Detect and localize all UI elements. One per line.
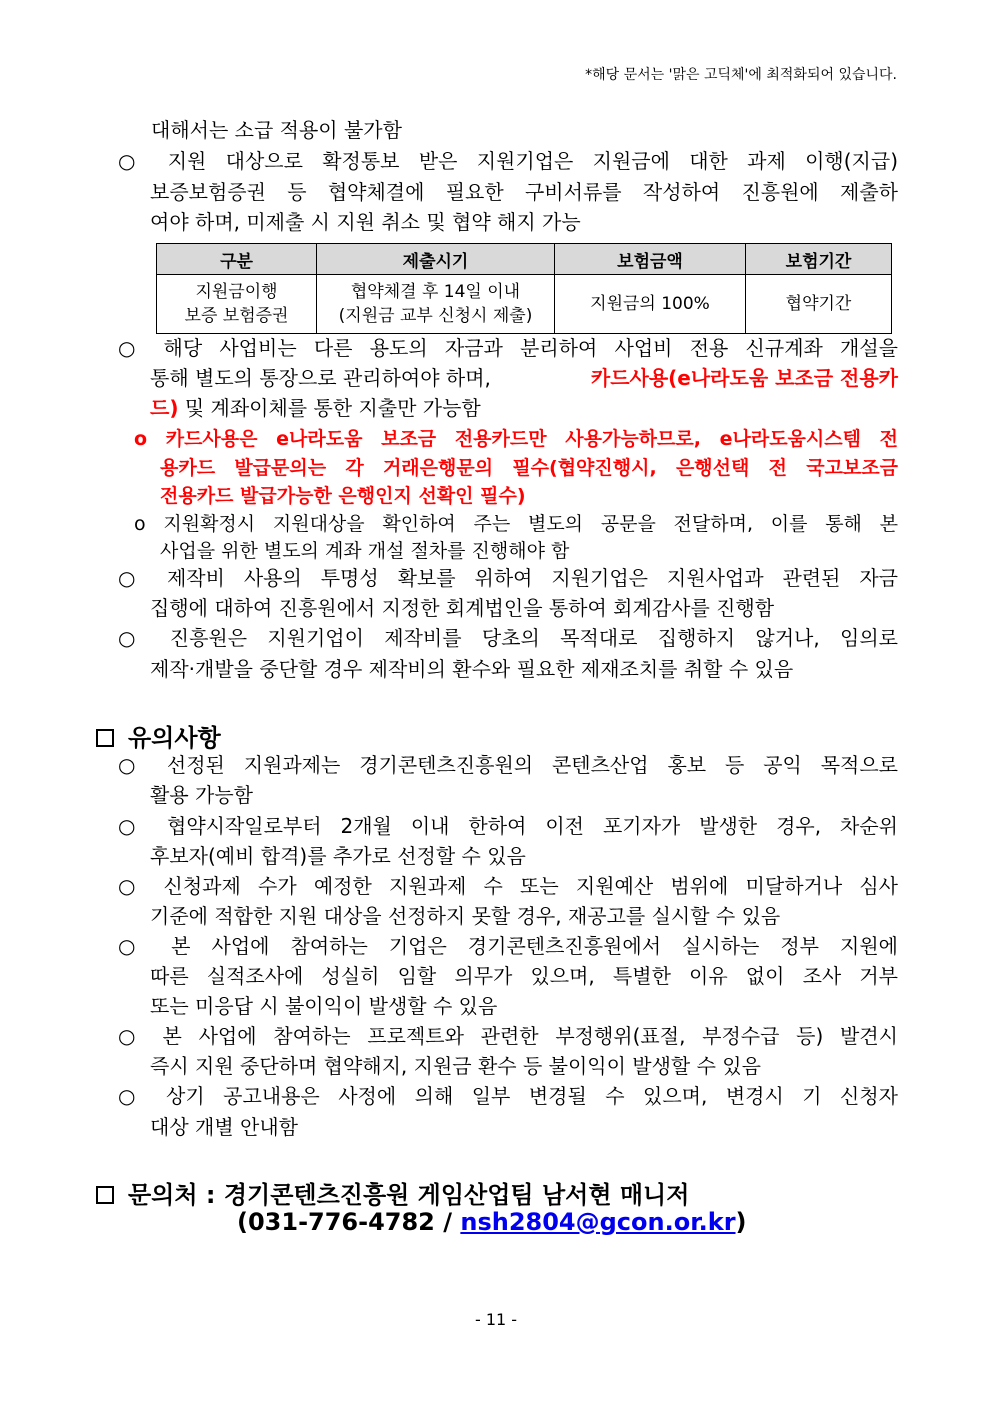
paragraph-line: ○ 해당 사업비는 다른 용도의 자금과 분리하여 사업비 전용 신규계좌 개설을 (118, 336, 898, 360)
table-row (157, 275, 892, 334)
paragraph-line: 즉시 지원 중단하며 협약해지, 지원금 환수 등 불이익이 발생할 수 있음 (150, 1054, 761, 1078)
table-header: 보험금액 (555, 244, 746, 275)
text: 및 계좌이체를 통한 지출만 가능함 (178, 396, 481, 420)
sub-bullet-line: 전용카드 발급가능한 은행인지 선확인 필수) (160, 485, 526, 507)
header-note: *해당 문서는 '맑은 고딕체'에 최적화되어 있습니다. (585, 67, 897, 83)
contact-phone: (031-776-4782 / (237, 1208, 461, 1236)
table-header: 제출시기 (317, 244, 555, 275)
contact-heading: 문의처 : 경기콘텐츠진흥원 게임산업팀 남서현 매니저 (96, 1175, 689, 1210)
sub-bullet-line: o 지원확정시 지원대상을 확인하여 주는 별도의 공문을 전달하며, 이를 통해 본 (134, 513, 898, 535)
checkbox-square-icon (96, 729, 114, 747)
paragraph-line: 또는 미응답 시 불이익이 발생할 수 있음 (150, 994, 498, 1018)
paragraph-line: ○ 선정된 지원과제는 경기콘텐츠진흥원의 콘텐츠산업 홍보 등 공익 목적으로 (118, 753, 898, 777)
paragraph-line: 대상 개별 안내함 (150, 1115, 298, 1139)
contact-details (237, 1208, 747, 1236)
sub-bullet-line: 사업을 위한 별도의 계좌 개설 절차를 진행해야 함 (160, 540, 570, 562)
paragraph-line: 후보자(예비 합격)를 추가로 선정할 수 있음 (150, 844, 526, 868)
paragraph-line: 집행에 대하여 진흥원에서 지정한 회계법인을 통하여 회계감사를 진행함 (150, 596, 775, 620)
paragraph-line: ○ 진흥원은 지원기업이 제작비를 당초의 목적대로 집행하지 않거나, 임의로 (118, 626, 898, 650)
paragraph-line (150, 394, 481, 422)
paragraph-line: 기준에 적합한 지원 대상을 선정하지 못할 경우, 재공고를 실시할 수 있음 (150, 904, 781, 928)
sub-bullet-line: 용카드 발급문의는 각 거래은행문의 필수(협약진행시, 은행선택 전 국고보조금 (160, 457, 898, 479)
checkbox-square-icon (96, 1186, 114, 1204)
paragraph-line: 보증보험증권 등 협약체결에 필요한 구비서류를 작성하여 진흥원에 제출하 (150, 180, 898, 204)
text: 통해 별도의 통장으로 관리하여야 하며, (150, 366, 491, 390)
continuation-line: 대해서는 소급 적용이 불가함 (151, 118, 402, 142)
contact-suffix: ) (735, 1208, 747, 1236)
table-header: 구분 (157, 244, 317, 275)
paragraph-line: ○ 본 사업에 참여하는 프로젝트와 관련한 부정행위(표절, 부정수급 등) 발견시 (118, 1024, 898, 1048)
table-cell: 협약체결 후 14일 이내 (지원금 교부 신청시 제출) (317, 275, 555, 334)
paragraph-line: ○ 지원 대상으로 확정통보 받은 지원기업은 지원금에 대한 과제 이행(지급) (118, 149, 898, 173)
table-cell: 지원금의 100% (555, 275, 746, 334)
sub-bullet-line: o 카드사용은 e나라도움 보조금 전용카드만 사용가능하므로, e나라도움시스템 전 (134, 428, 898, 450)
table-cell: 지원금이행 보증 보험증권 (157, 275, 317, 334)
paragraph-line: ○ 신청과제 수가 예정한 지원과제 수 또는 지원예산 범위에 미달하거나 심사 (118, 874, 898, 898)
paragraph-line: 따른 실적조사에 성실히 임할 의무가 있으며, 특별한 이유 없이 조사 거부 (150, 964, 898, 988)
paragraph-line: 활용 가능함 (150, 783, 253, 807)
table-header: 보험기간 (746, 244, 892, 275)
paragraph-line (150, 364, 898, 392)
page-number: - 11 - (474, 1310, 518, 1329)
highlight-text: 드) (150, 396, 179, 420)
section-heading: 유의사항 (96, 718, 221, 753)
contact-email-link[interactable]: nsh2804@gcon.or.kr (460, 1208, 736, 1236)
paragraph-line: 여야 하며, 미제출 시 지원 취소 및 협약 해지 가능 (150, 210, 581, 234)
paragraph-line: ○ 본 사업에 참여하는 기업은 경기콘텐츠진흥원에서 실시하는 정부 지원에 (118, 934, 898, 958)
paragraph-line: ○ 상기 공고내용은 사정에 의해 일부 변경될 수 있으며, 변경시 기 신청자 (118, 1084, 898, 1108)
paragraph-line: 제작·개발을 중단할 경우 제작비의 환수와 필요한 제재조치를 취할 수 있음 (150, 657, 794, 681)
insurance-table (156, 243, 892, 334)
paragraph-line: ○ 협약시작일로부터 2개월 이내 한하여 이전 포기자가 발생한 경우, 차순위 (118, 814, 898, 838)
table-cell: 협약기간 (746, 275, 892, 334)
paragraph-line: ○ 제작비 사용의 투명성 확보를 위하여 지원기업은 지원사업과 관련된 자금 (118, 566, 898, 590)
highlight-text: 카드사용(e나라도움 보조금 전용카 (590, 366, 898, 390)
